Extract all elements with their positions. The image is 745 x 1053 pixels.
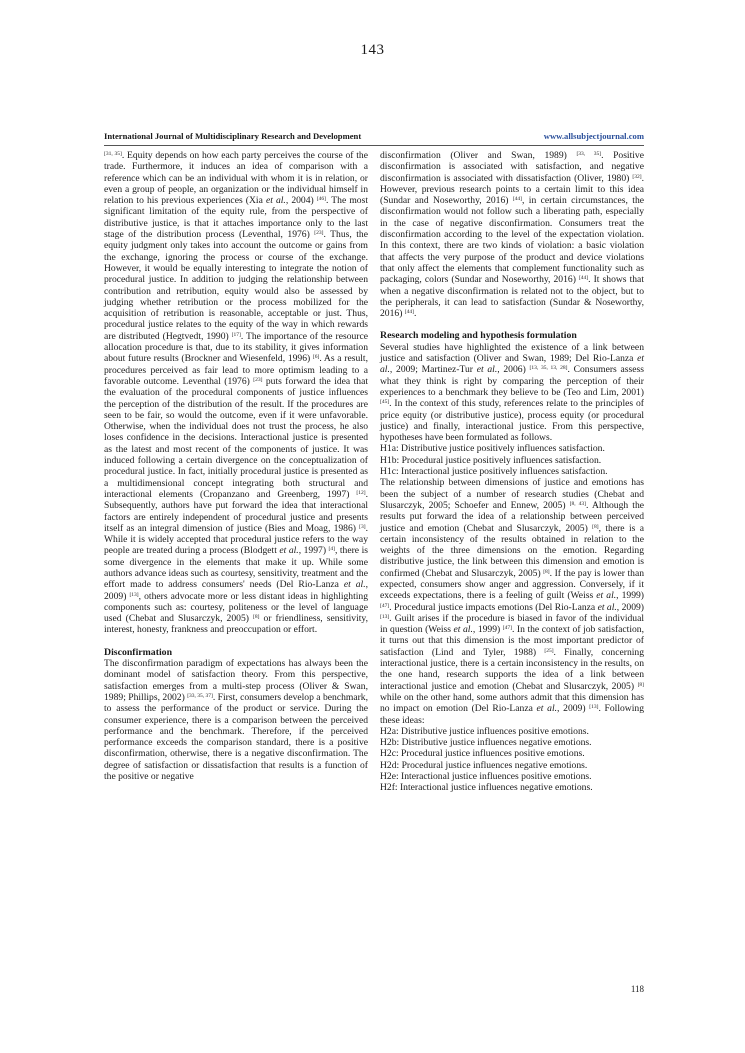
- italic-text: et al.: [380, 353, 644, 376]
- section-heading-disconfirmation: Disconfirmation: [104, 646, 173, 658]
- text-run: The disconfirmation paradigm of expectations has always been the dominant model of satisfaction theory. From this perspective, satisfaction emerges from a multi-step process (Oliver & Swan, 1989; Phillips, 2002): [104, 658, 368, 703]
- text-run: The relationship between dimensions of justice and emotions has been the subject of a number of research studies (Chebat and Slusarczyk, 2005; Schoefer and Ennew, 2005): [380, 477, 644, 511]
- citation-ref: [8]: [543, 568, 550, 575]
- italic-text: et al.: [536, 703, 558, 715]
- text-run: , in certain circumstances, the disconfirmation would not follow such a liberating path, especially in the case of negative disconfirmation. Consumers treat the disconfirmation according to the level of the expectation violation. In this context, there are two kinds of violation: a basic violation that affects the very purpose of the product and device violations that only affect the elements that complement functionality such as packaging, colors (Sundar and Noseworthy, 2016): [380, 195, 644, 286]
- footer-page-number: 118: [630, 984, 644, 994]
- italic-text: et al.: [596, 590, 617, 602]
- citation-ref: [46]: [316, 196, 326, 203]
- text-run: , 1997): [298, 545, 329, 557]
- text-run: , there is some divergence in the elements that make it up. While some authors advance ideas such as courtesy, sensitivity, treatment and the effort made to address consumers' needs (Del Rio-Lanza: [104, 545, 368, 591]
- text-run: . Procedural justice impacts emotions (Del Rio-Lanza: [389, 601, 598, 613]
- citation-ref: [4]: [328, 546, 335, 553]
- left-column: [104, 150, 368, 782]
- text-run: , 2009): [557, 703, 590, 715]
- italic-text: et al.: [597, 601, 617, 613]
- text-run: puts forward the idea that the evaluation of the procedural components of justice influences the perception of the distribution of the result. If the procedures are seen to be fair, so would the outcome, even if it were unfavorable. Otherwise, when the individual does not trust the process, he also loses confidence in the decisions. Interactional justice is presented as the latest and most recent of the components of justice. It was induced following a certain divergence on the conceptualization of procedural justice. In fact, initially procedural justice is presented as a multidimensional concept integrating both structural and interactional elements (Cropanzano and Greenberg, 1997): [104, 375, 369, 500]
- text-run: while on the other hand, some authors admit that this dimension has no impact on emotion (Del Rio-Lanza: [380, 691, 644, 715]
- italic-text: et al.: [476, 364, 498, 376]
- citation-ref: [8, 43]: [569, 500, 586, 507]
- citation-ref: [47]: [380, 602, 390, 609]
- italic-text: et al.: [265, 195, 286, 207]
- citation-ref: [23]: [253, 376, 263, 383]
- text-run: , 2009; Martinez-Tur: [389, 364, 477, 376]
- citation-ref: [8]: [253, 614, 260, 621]
- text-run: . While it is widely accepted that procedural justice refers to the way people are treated during a process (Blodgett: [104, 522, 368, 557]
- text-run: . First, consumers develop a benchmark, to assess the performance of the product or service. During the consumer experience, there is a comparison between the perceived performance and the benchmark. Therefore, if the perceived performance exceeds the comparison standard, there is a positive disconfirmation, otherwise, there is a negative disconfirmation. The degree of satisfaction or dissatisfaction that results is a function of the positive or negative: [104, 691, 368, 783]
- citation-ref: [13]: [589, 704, 599, 711]
- text-run: or friendliness, sensitivity, interest, honesty, frankness and preoccupation or effort.: [104, 613, 368, 636]
- italic-text: et al.: [279, 545, 299, 557]
- paragraph-disconfirmation-continued: [380, 150, 644, 319]
- hypothesis-h1c: H1c: Interactional justice positively influences satisfaction.: [380, 466, 608, 478]
- text-run: .: [413, 308, 417, 320]
- text-run: . In the context of job satisfaction, it turns out that this dimension is the most important predictor of satisfaction (Lind and Tyler, 1988): [380, 624, 644, 658]
- text-run: , 2009): [616, 601, 644, 613]
- citation-ref: [13, 35, 13, 28]: [529, 365, 568, 372]
- text-run: . Subsequently, authors have put forward the idea that interactional factors are entirely independent of procedural justice and presents itself as an integral dimension of justice (Bies and Moag, 1986): [104, 488, 368, 534]
- citation-ref: [25]: [544, 647, 554, 654]
- text-run: , 2004): [285, 195, 317, 207]
- paragraph-justice-emotions: [380, 477, 644, 726]
- italic-text: et al.: [343, 579, 366, 591]
- journal-title: International Journal of Multidisciplinary Research and Development: [104, 131, 362, 141]
- right-column: [380, 150, 644, 794]
- text-run: , 1999): [472, 624, 503, 636]
- text-run: . Thus, the equity judgment only takes into account the outcome or gains from the exchange, ignoring the process or course of the exchange. However, it would be equally interesting to integrate the notion of procedural justice. In addition to judging the relationship between contribution and retribution, equity would also be assessed by judging whether retribution or the process mobilized for the acquisition of retribution is reasonable, acceptable or just. Thus, procedural justice relates to the equity of the way in which rewards are distributed (Hegtvedt, 1990): [104, 229, 368, 342]
- text-run: . Finally, concerning interactional justice, there is a certain inconsistency in the results, on the one hand, research supports the idea of a link between interactional justice and emotion (Chebat and Slusarczyk, 2005): [380, 646, 644, 692]
- hypothesis-h2a: H2a: Distributive justice influences positive emotions.: [380, 725, 589, 737]
- text-run: . If the pay is lower than expected, consumers show anger and aggression. Conversely, if it exceeds expectations, there is a feeling of guilt (Weiss: [380, 567, 644, 602]
- text-run: , others advocate more or less distant ideas in highlighting components such as: courtesy, politeness or the level of language used (Chebat and Slusarczyk, 2005): [104, 590, 369, 625]
- paragraph-disconfirmation: [104, 658, 368, 782]
- text-run: . Equity depends on how each party perceives the course of the trade. Furthermore, it induces an idea of comparison with a reference which can be an individual with whom it is in relation, or even a group of people, an organization or the individual himself in relation to his previous experiences (Xia: [104, 150, 368, 207]
- citation-ref: [6]: [312, 354, 320, 361]
- hypothesis-h2f: H2f: Interactional justice influences negative emotions.: [380, 782, 593, 794]
- text-run: . Following these ideas:: [380, 703, 644, 726]
- text-run: . As a result, procedures perceived as fair lead to more optimism leading to a favorable outcome. Leventhal (1976): [104, 353, 368, 387]
- citation-ref: [12]: [356, 489, 366, 496]
- text-run: , 2006): [497, 364, 530, 376]
- header-divider: [104, 145, 644, 146]
- hypothesis-h2e: H2e: Interactional justice influences positive emotions.: [380, 771, 592, 783]
- citation-ref: [17]: [231, 331, 241, 338]
- text-run: disconfirmation (Oliver and Swan, 1989): [380, 150, 577, 161]
- text-run: . In the context of this study, references relate to the principles of price equity (or distributive justice), process equity (or procedural justice) and finally, interactional justice. From this perspective, hypotheses have been formulated as follows.: [380, 398, 644, 444]
- page-number: 143: [360, 42, 385, 58]
- paragraph-equity-justice: [104, 150, 368, 636]
- text-run: . Although the results put forward the idea of a relationship between perceived justice and emotion (Chebat and Slusarczyk, 2005): [380, 499, 644, 534]
- citation-ref: [8]: [592, 523, 599, 530]
- paragraph-justice-satisfaction: [380, 342, 644, 444]
- text-run: , 1999): [616, 590, 644, 602]
- running-header: [104, 131, 644, 141]
- citation-ref: [13]: [129, 591, 139, 598]
- citation-ref: [44]: [578, 275, 589, 282]
- citation-ref: [33, 35, 37]: [187, 692, 213, 699]
- text-run: . It shows that when a negative disconfirmation is related not to the object, but to the peripherals, it can lead to satisfaction (Sundar & Noseworthy, 2016): [380, 274, 644, 320]
- citation-ref: [3]: [359, 523, 366, 530]
- citation-ref: [31, 35]: [104, 151, 122, 157]
- italic-text: et al.: [453, 624, 473, 636]
- hypothesis-h1b: H1b: Procedural justice positively influences satisfaction.: [380, 454, 602, 466]
- section-heading-research-modeling: Research modeling and hypothesis formulation: [380, 330, 577, 342]
- text-run: . The importance of the resource allocation procedure is that, due to its stability, it gives information about future results (Brockner and Wiesenfeld, 1996): [104, 330, 368, 365]
- citation-ref: [8]: [637, 681, 644, 688]
- text-run: , there is a certain inconsistency of the results obtained in relation to the weights of the three dimensions on the emotion. Regarding distributive justice, the link between this dimension and emotion is confirmed (Chebat and Slusarczyk, 2005): [380, 522, 644, 579]
- hypothesis-h2c: H2c: Procedural justice influences positive emotions.: [380, 748, 585, 760]
- citation-ref: [32]: [632, 173, 642, 180]
- text-run: . Consumers assess what they think is right by comparing the perception of their experiences to a benchmark they believe to be (Teo and Lim, 2001): [380, 364, 644, 398]
- text-run: . Positive disconfirmation is associated with satisfaction, and negative disconfirmation is associated with dissatisfaction (Oliver, 1980): [380, 150, 644, 184]
- citation-ref: [23]: [314, 230, 324, 237]
- citation-ref: [47]: [502, 625, 512, 632]
- hypothesis-h2d: H2d: Procedural justice influences negative emotions.: [380, 759, 588, 771]
- citation-ref: [44]: [404, 309, 414, 316]
- hypothesis-h1a: H1a: Distributive justice positively influences satisfaction.: [380, 443, 605, 455]
- citation-ref: [33, 35]: [576, 151, 602, 157]
- journal-url-link[interactable]: www.allsubjectjournal.com: [543, 131, 644, 141]
- hypotheses-h1: [380, 443, 644, 477]
- citation-ref: [45]: [380, 399, 390, 406]
- citation-ref: [13]: [380, 613, 390, 620]
- text-run: . However, previous research points to a certain limit to this idea (Sundar and Noseworthy, 2016): [380, 172, 644, 207]
- text-run: . The most significant limitation of the equity rule, from the perspective of distributive justice, is that it attaches importance only to the last stage of the distribution process (Leventhal, 1976): [104, 195, 368, 241]
- text-run: . Guilt arises if the procedure is biased in favor of the individual in question (Weiss: [380, 612, 644, 636]
- text-run: Several studies have highlighted the existence of a link between justice and satisfaction (Oliver and Swan, 1989; Del Rio-Lanza: [380, 341, 644, 365]
- text-run: , 2009): [104, 579, 368, 602]
- hypotheses-h2: [380, 726, 644, 794]
- hypothesis-h2b: H2b: Distributive justice influences negative emotions.: [380, 737, 592, 749]
- citation-ref: [44]: [512, 196, 523, 203]
